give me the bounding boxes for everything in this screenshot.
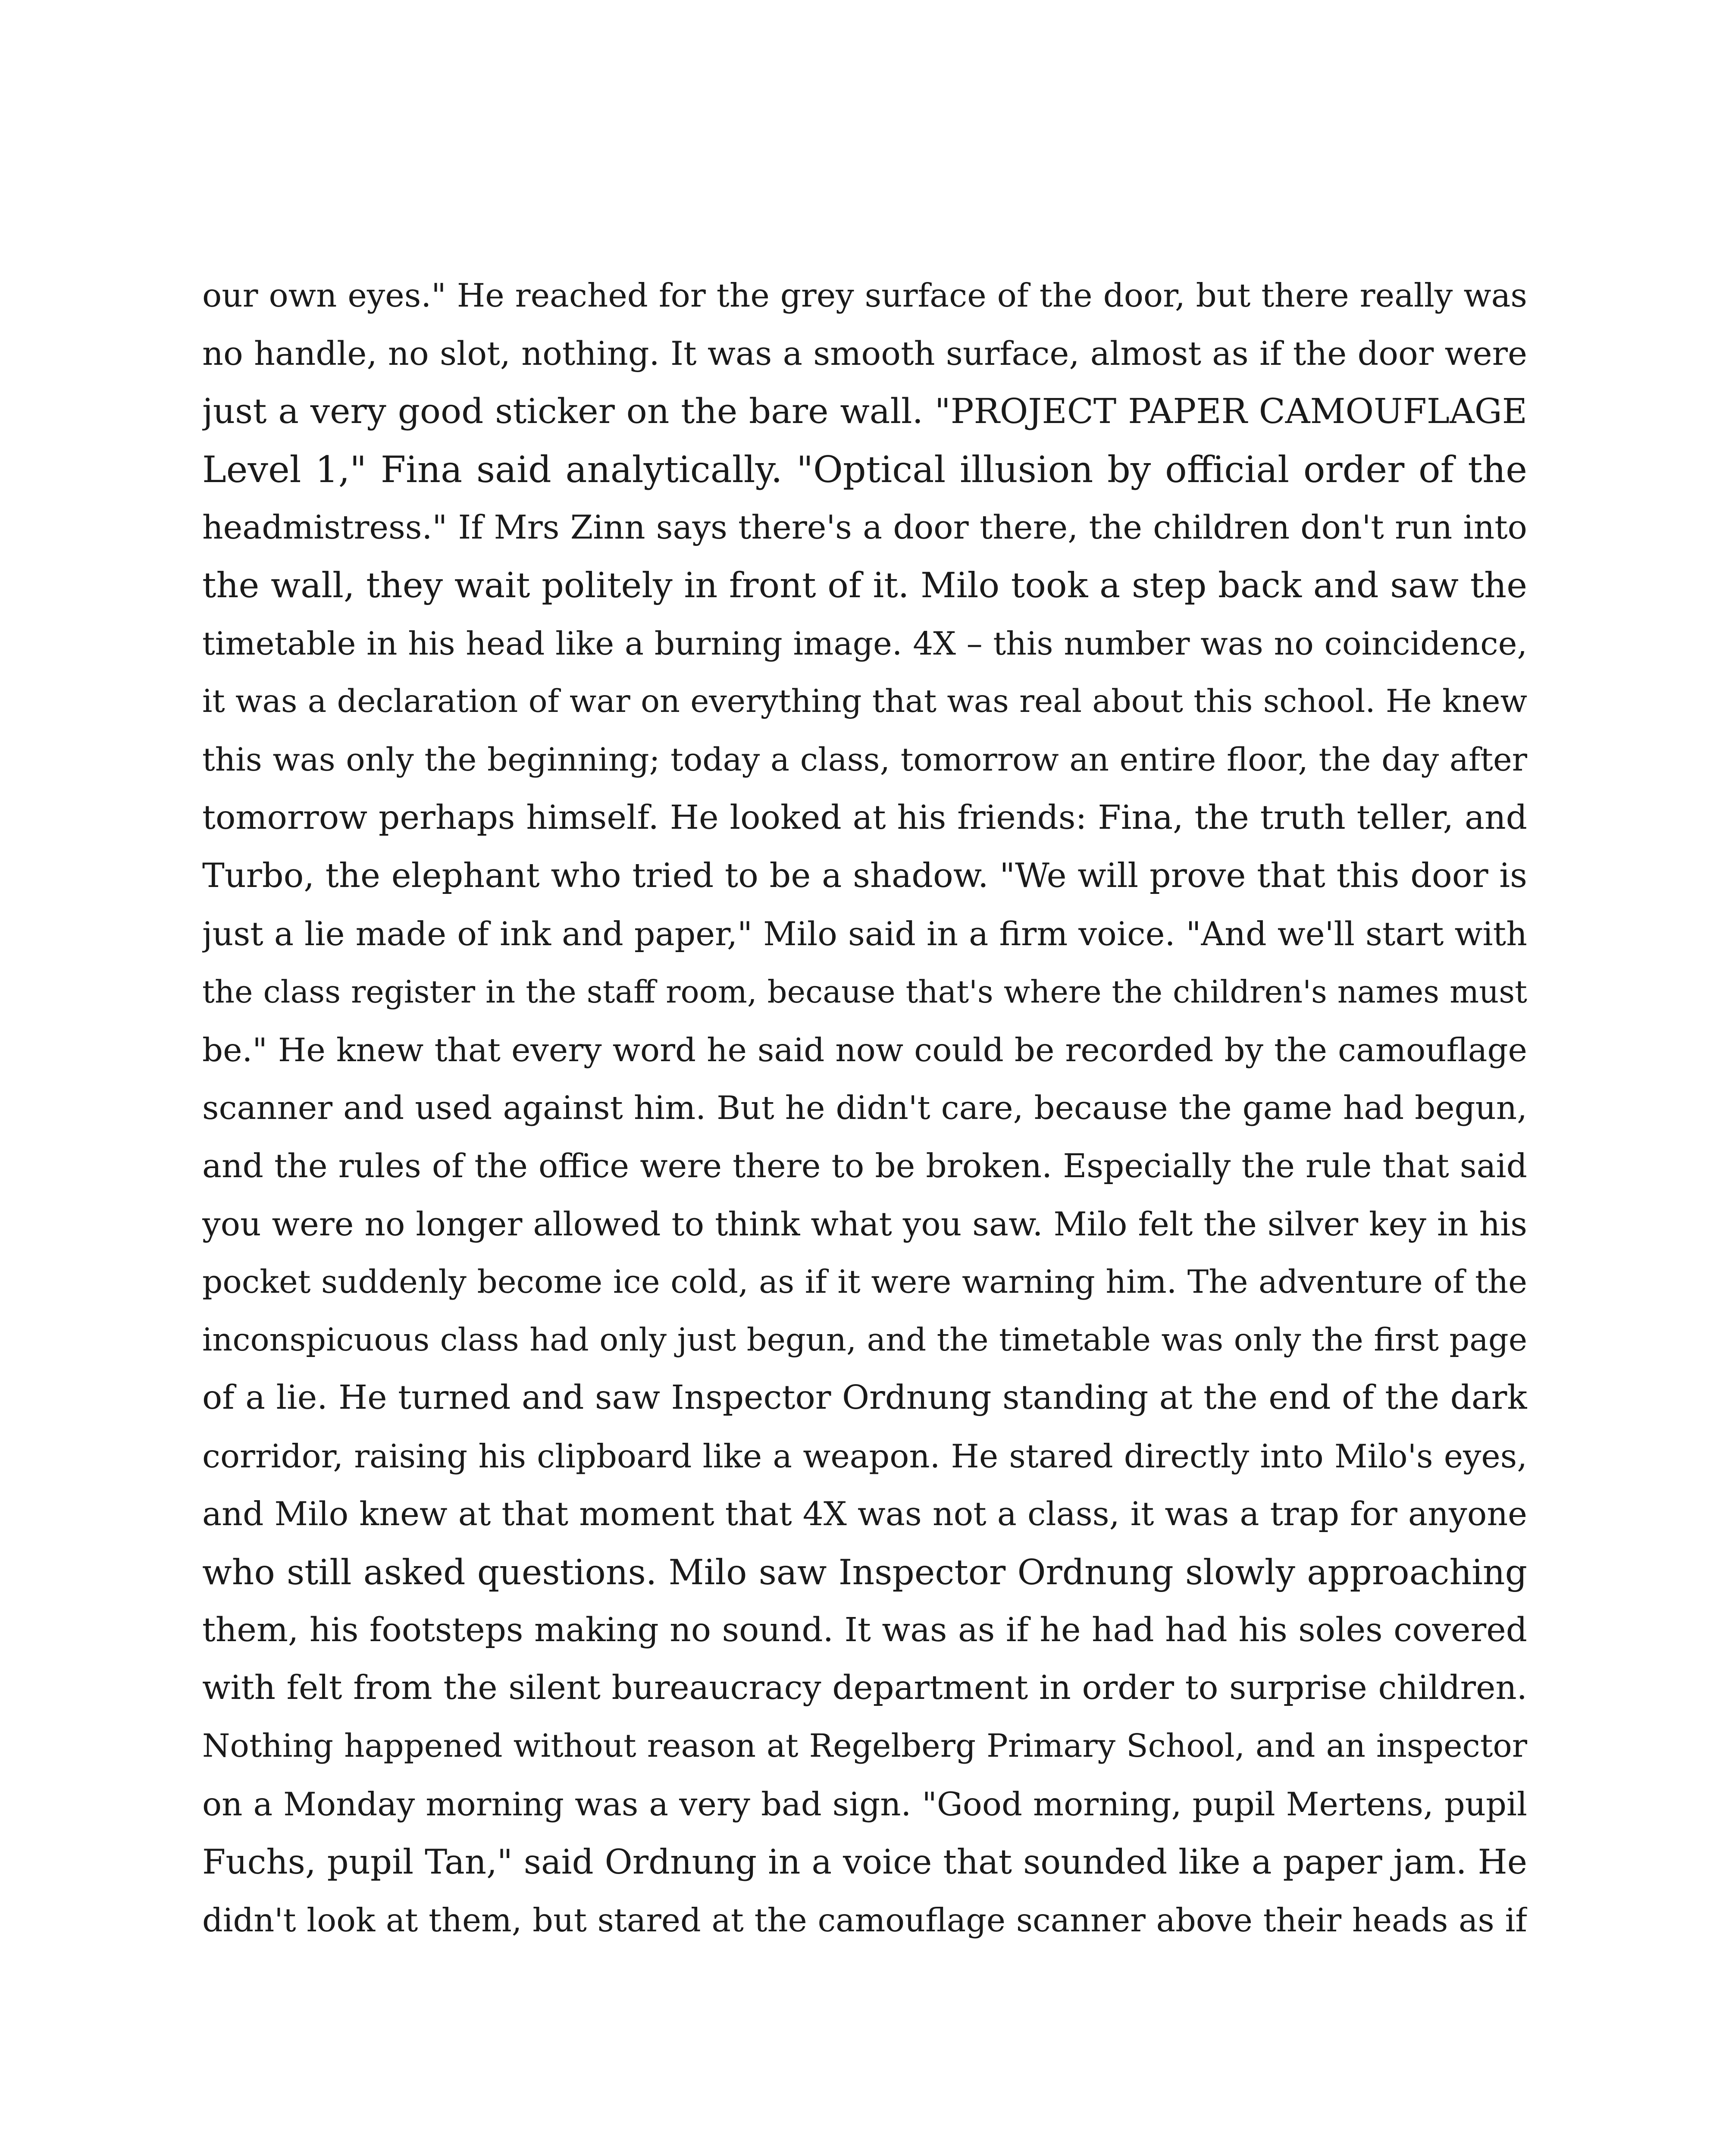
text-line: it was a declaration of war on everything that was real about this school. He knew: [202, 683, 1527, 720]
text-line: scanner and used against him. But he didn't care, because the game had begun,: [202, 1089, 1527, 1127]
text-line: Level 1," Fina said analytically. "Optical illusion by official order of the: [202, 448, 1527, 491]
text-line: corridor, raising his clipboard like a weapon. He stared directly into Milo's eyes,: [202, 1437, 1527, 1475]
text-line: them, his footsteps making no sound. It was as if he had had his soles covered: [202, 1611, 1527, 1649]
text-line: the wall, they wait politely in front of it. Milo took a step back and saw the: [202, 565, 1527, 606]
text-line: our own eyes." He reached for the grey surface of the door, but there really was: [202, 276, 1527, 314]
text-line: just a lie made of ink and paper," Milo said in a firm voice. "And we'll start with: [202, 915, 1527, 953]
text-line: on a Monday morning was a very bad sign. "Good morning, pupil Mertens, pupil: [202, 1785, 1527, 1824]
text-line: who still asked questions. Milo saw Inspector Ordnung slowly approaching: [202, 1552, 1527, 1593]
body-text: [202, 266, 1527, 1949]
text-line: headmistress." If Mrs Zinn says there's a door there, the children don't run into: [202, 508, 1527, 547]
text-line: of a lie. He turned and saw Inspector Ordnung standing at the end of the dark: [202, 1379, 1527, 1417]
text-line: and the rules of the office were there to be broken. Especially the rule that said: [202, 1147, 1527, 1185]
text-line: no handle, no slot, nothing. It was a smooth surface, almost as if the door were: [202, 334, 1527, 373]
text-line: with felt from the silent bureaucracy department in order to surprise children.: [202, 1669, 1527, 1708]
text-line: Nothing happened without reason at Regelberg Primary School, and an inspector: [202, 1727, 1527, 1764]
text-line: this was only the beginning; today a class, tomorrow an entire floor, the day after: [202, 741, 1527, 778]
text-line: be." He knew that every word he said now could be recorded by the camouflage: [202, 1031, 1527, 1069]
text-line: just a very good sticker on the bare wall. "PROJECT PAPER CAMOUFLAGE: [202, 391, 1527, 432]
text-line: timetable in his head like a burning image. 4X – this number was no coincidence,: [202, 625, 1527, 662]
text-line: pocket suddenly become ice cold, as if it were warning him. The adventure of the: [202, 1263, 1527, 1301]
text-line: the class register in the staff room, because that's where the children's names must: [202, 974, 1527, 1010]
text-line: you were no longer allowed to think what you saw. Milo felt the silver key in his: [202, 1205, 1527, 1243]
text-line: and Milo knew at that moment that 4X was not a class, it was a trap for anyone: [202, 1495, 1527, 1533]
text-line: Turbo, the elephant who tried to be a shadow. "We will prove that this door is: [202, 856, 1527, 895]
text-line: inconspicuous class had only just begun, and the timetable was only the first page: [202, 1321, 1527, 1358]
text-line: Fuchs, pupil Tan," said Ordnung in a voice that sounded like a paper jam. He: [202, 1843, 1527, 1882]
text-line: didn't look at them, but stared at the camouflage scanner above their heads as if: [202, 1901, 1527, 1939]
text-line: tomorrow perhaps himself. He looked at his friends: Fina, the truth teller, and: [202, 798, 1527, 837]
